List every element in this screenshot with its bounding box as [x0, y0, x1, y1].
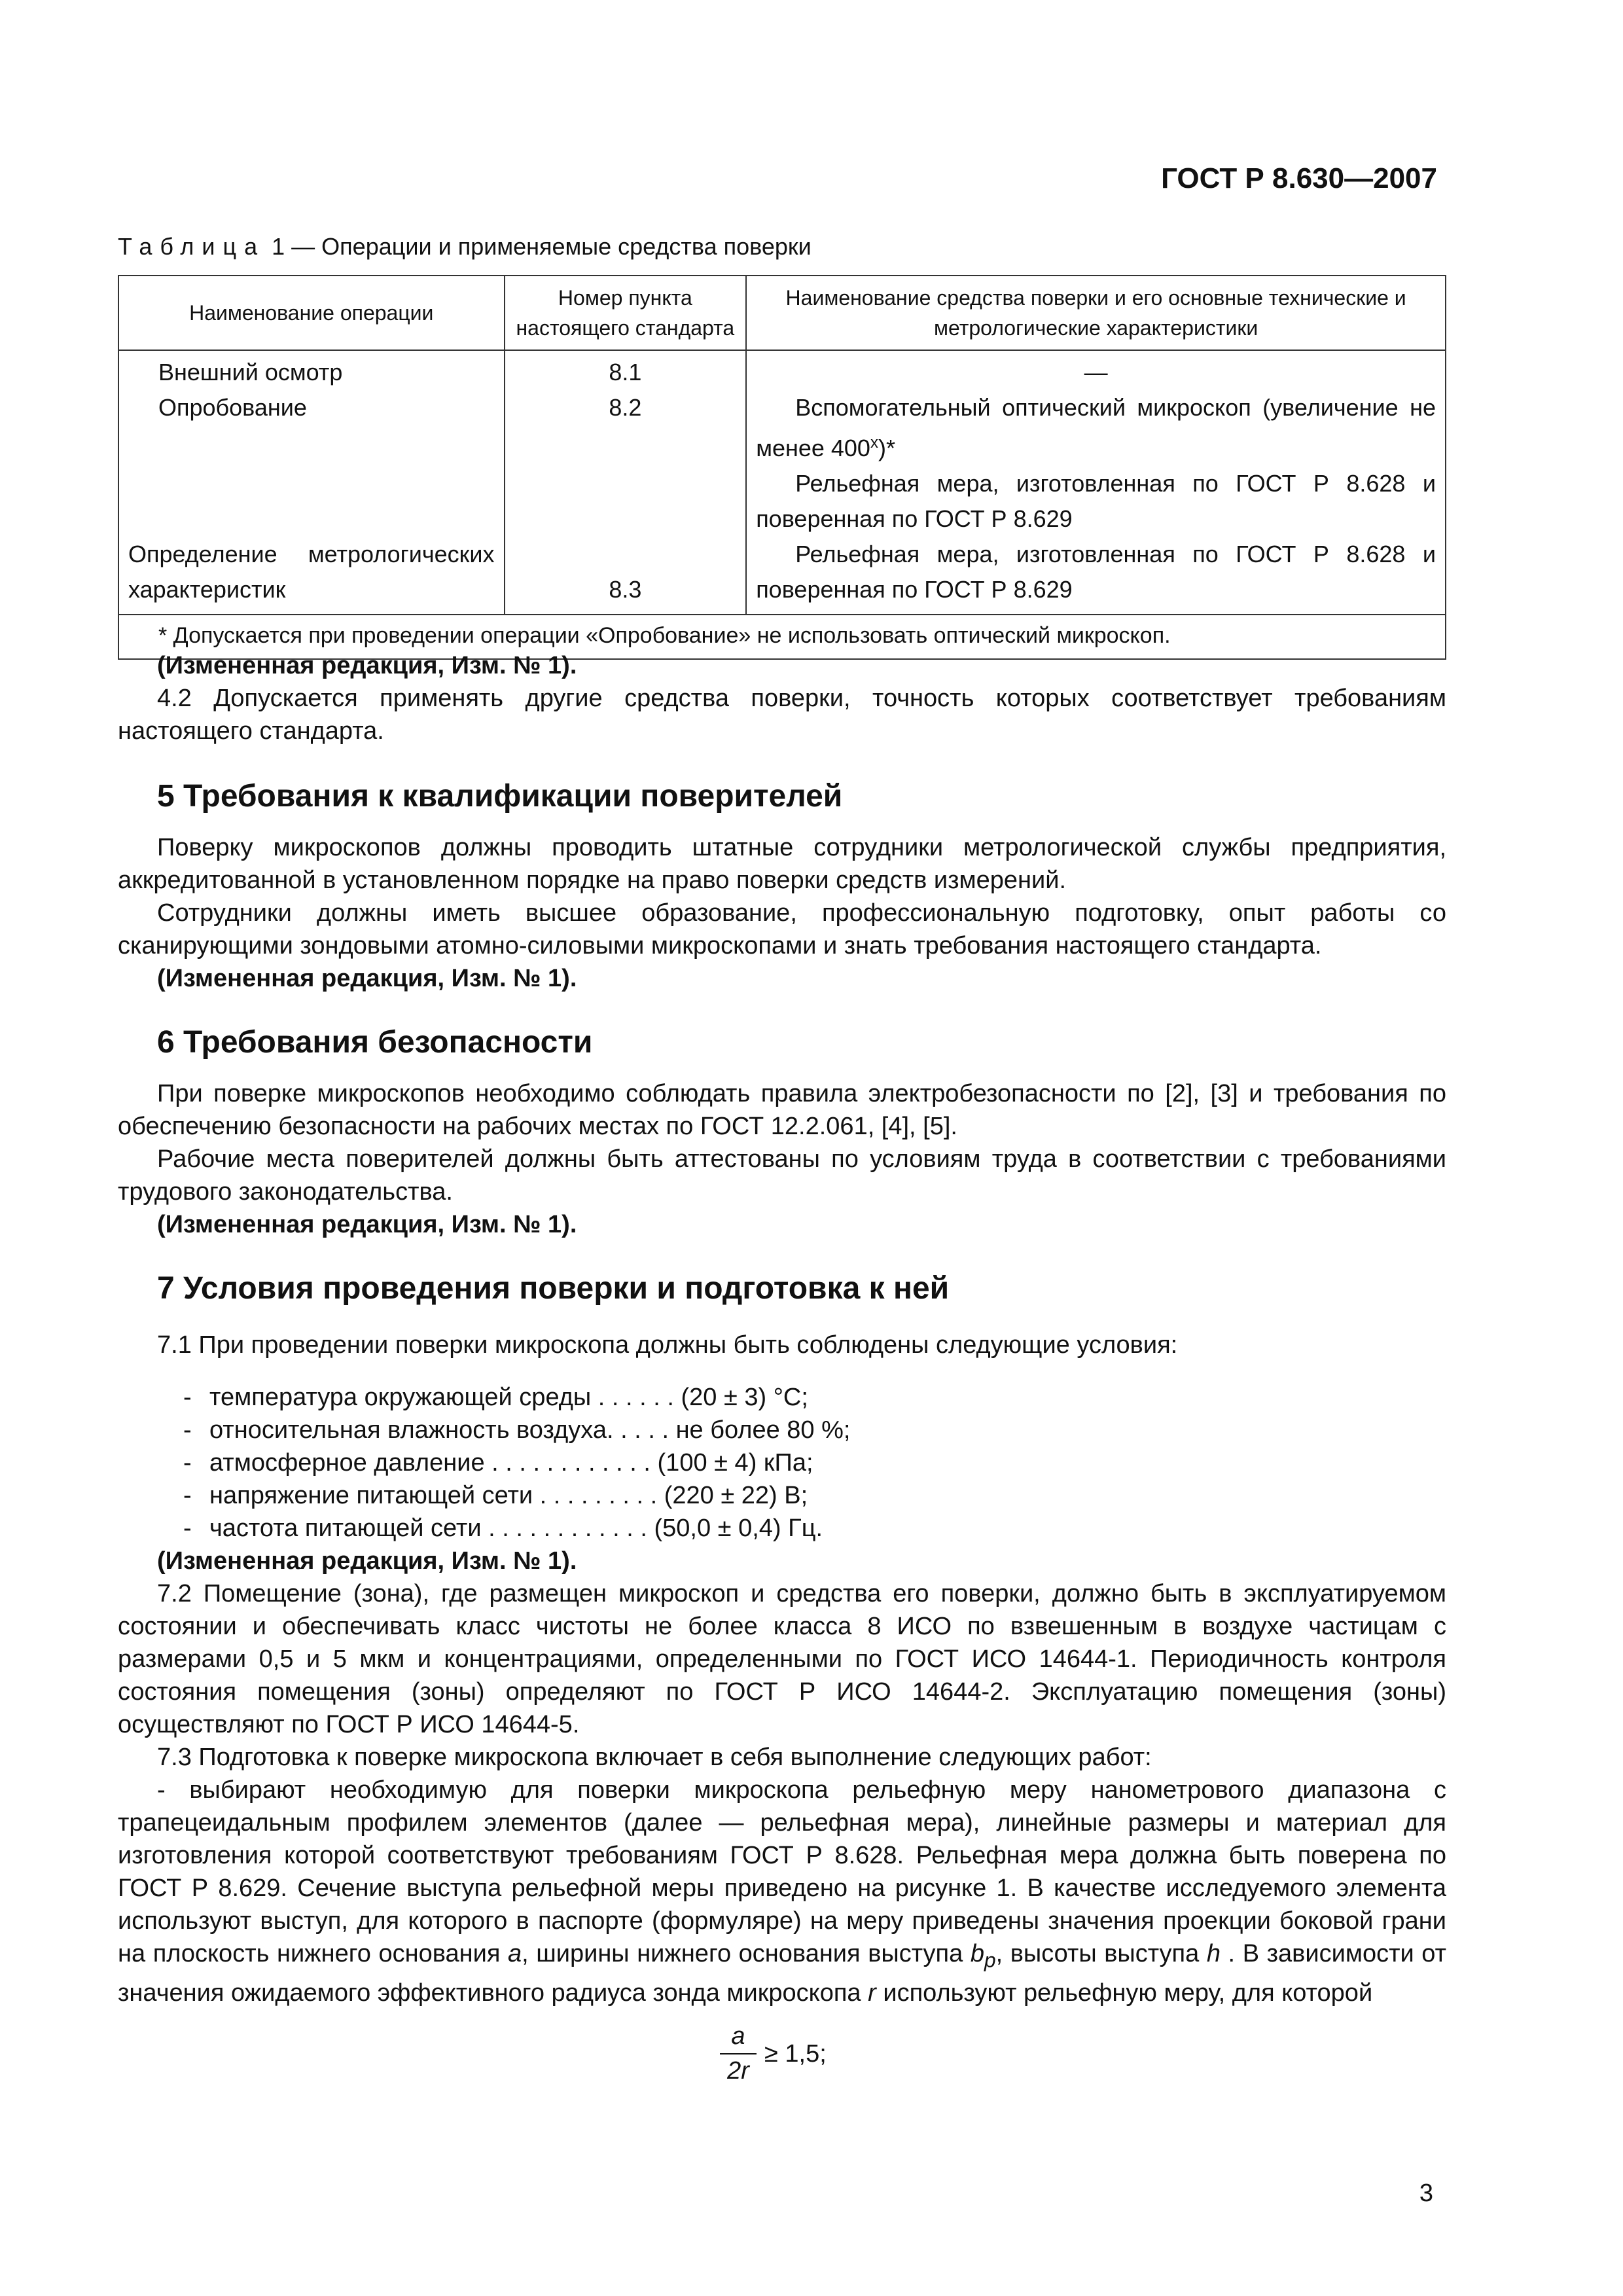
paragraph-7-3-item: - выбирают необходимую для поверки микроскопа рельефную меру нанометрового диапазона с трапецеидальным профилем элементов (далее — рельефная мера), линейные размеры и материал для изготовления которой соответствуют требованиям ГОСТ Р 8.628. Рельефная мера должна быть поверена по ГОСТ Р 8.629. Сечение выступа рельефной меры приведено на рисунке 1. В качестве исследуемого элемента используют выступ, для которого в паспорте (формуляре) на меру приведены значения проекции боковой грани на плоскость нижнего основания a, ширины нижнего основания выступа $b_p$, высоты выступа h . В зависимости от значения ожидаемого эффективного радиуса зонда микроскопа r используют рельефную меру, для которой — [118, 1776, 1446, 2007]
list-item: - напряжение питающей сети . . . . . . . . . (220 ± 22) В; — [183, 1482, 808, 1509]
section-title: 5 Требования к квалификации поверителей — [157, 779, 843, 814]
list-item: - атмосферное давление . . . . . . . . . . . . (100 ± 4) кПа; — [183, 1449, 813, 1477]
table-caption-word: Таблица — [118, 233, 266, 260]
col-header-operation: Наименование операции — [118, 276, 505, 350]
cell-means: Рельефная мера, изготовленная по ГОСТ Р 8.628 и поверенная по ГОСТ Р 8.629 — [746, 537, 1446, 615]
table-header-row — [118, 276, 1446, 350]
section-5 — [118, 780, 1446, 995]
fraction-numerator: a — [731, 2022, 745, 2050]
cell-operation: Опробование — [118, 390, 505, 537]
fraction — [720, 2022, 757, 2085]
section-6 — [118, 1026, 1446, 1241]
fraction-bar — [720, 2053, 757, 2054]
section-title: 6 Требования безопасности — [157, 1025, 593, 1060]
fraction-denominator: 2r — [727, 2057, 749, 2085]
means-item: Рельефная мера, изготовленная по ГОСТ Р 8.628 и поверенная по ГОСТ Р 8.629 — [756, 470, 1436, 532]
paragraph: Сотрудники должны иметь высшее образование, профессиональную подготовку, опыт работы со сканирующими зондовыми атомно-силовыми микроскопами и знать требования настоящего стандарта. — [118, 899, 1446, 960]
means-item: Вспомогательный оптический микроскоп (увеличение не менее $400^х)*$ — [756, 394, 1436, 461]
paragraph-7-3: 7.3 Подготовка к поверке микроскопа включает в себя выполнение следующих работ: — [157, 1744, 1152, 1771]
paragraph: При поверке микроскопов необходимо соблюдать правила электробезопасности по [2], [3] и требования по обеспечению безопасности на рабочих местах по ГОСТ 12.2.061, [4], [5]. — [118, 1080, 1446, 1140]
col-header-clause: Номер пункта настоящего стандарта — [505, 276, 747, 350]
table-row — [118, 390, 1446, 537]
section-7 — [118, 1272, 1446, 1361]
cell-clause: 8.3 — [505, 537, 747, 615]
table-row — [118, 537, 1446, 615]
cell-means: — — [746, 350, 1446, 390]
section-title: 7 Условия проведения поверки и подготовка к ней — [157, 1271, 950, 1306]
conditions-list — [183, 1381, 850, 1545]
cell-means — [746, 390, 1446, 537]
table-footnote: * Допускается при проведении операции «Опробование» не использовать оптический микроскоп. — [118, 615, 1446, 659]
section-4-tail — [118, 649, 1446, 747]
table-row — [118, 350, 1446, 390]
col-header-means: Наименование средства поверки и его основные технические и метрологические характеристики — [746, 276, 1446, 350]
amendment-note: (Измененная редакция, Изм. № 1). — [157, 965, 577, 992]
paragraph-4-2: 4.2 Допускается применять другие средства поверки, точность которых соответствует требованиям настоящего стандарта. — [118, 685, 1446, 745]
paragraph: Поверку микроскопов должны проводить штатные сотрудники метрологической службы предприятия, аккредитованной в установленном порядке на право поверки средств измерений. — [118, 834, 1446, 894]
table-caption-text: 1 — Операции и применяемые средства поверки — [265, 233, 812, 260]
table-caption — [118, 233, 812, 260]
amendment-note: (Измененная редакция, Изм. № 1). — [157, 652, 577, 679]
list-item: - температура окружающей среды . . . . . . (20 ± 3) °С; — [183, 1384, 808, 1411]
formula — [720, 2022, 827, 2085]
cell-clause: 8.1 — [505, 350, 747, 390]
paragraph: Рабочие места поверителей должны быть аттестованы по условиям труда в соответствии с требованиями трудового законодательства. — [118, 1145, 1446, 1206]
cell-operation: Определение метрологических характеристик — [118, 537, 505, 615]
cell-operation: Внешний осмотр — [118, 350, 505, 390]
cell-clause: 8.2 — [505, 390, 747, 537]
formula-rhs: ≥ 1,5; — [764, 2039, 827, 2068]
list-item: - частота питающей сети . . . . . . . . . . . . (50,0 ± 0,4) Гц. — [183, 1515, 823, 1542]
amendment-note: (Измененная редакция, Изм. № 1). — [157, 1211, 577, 1238]
paragraph-7-2: 7.2 Помещение (зона), где размещен микроскоп и средства его поверки, должно быть в эксплуатируемом состоянии и обеспечивать класс чистоты не более класса 8 ИСО по взвешенным в воздухе частицам с размерами 0,5 и 5 мкм и концентрациями, определенными по ГОСТ ИСО 14644-1. Периодичность контроля состояния помещения (зоны) определяют по ГОСТ Р ИСО 14644-2. Эксплуатацию помещения (зоны) осуществляют по ГОСТ Р ИСО 14644-5. — [118, 1580, 1446, 1738]
section-7-body — [118, 1545, 1446, 2009]
list-item: - относительная влажность воздуха. . . . . не более 80 %; — [183, 1416, 851, 1444]
amendment-note: (Измененная редакция, Изм. № 1). — [157, 1547, 577, 1575]
page-header: ГОСТ Р 8.630—2007 — [1161, 162, 1437, 194]
operations-table — [118, 275, 1446, 660]
paragraph-7-1: 7.1 При проведении поверки микроскопа должны быть соблюдены следующие условия: — [157, 1331, 1178, 1359]
page-number: 3 — [1419, 2179, 1433, 2207]
